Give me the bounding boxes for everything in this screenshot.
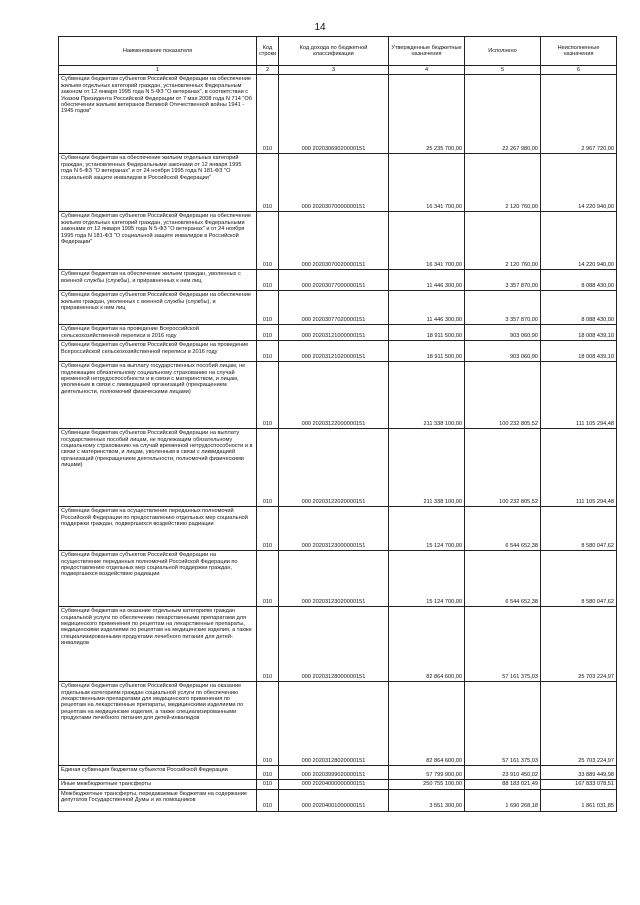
header-approved: Утвержденные бюджетные назначения	[389, 37, 465, 66]
row-unexecuted-cell: 25 703 224,97	[541, 607, 617, 682]
row-executed-cell: 903 060,90	[465, 341, 541, 362]
row-approved-cell: 11 446 300,00	[389, 291, 465, 325]
row-approved-cell: 16 341 700,00	[389, 154, 465, 212]
row-line-cell: 010	[257, 766, 279, 780]
row-approved-cell: 82 864 600,00	[389, 682, 465, 766]
table-row	[59, 551, 617, 607]
table-row	[59, 341, 617, 362]
row-unexecuted-cell: 14 220 940,00	[541, 212, 617, 270]
row-code-cell: 000 20203077000000151	[279, 270, 389, 291]
row-name-cell: Субвенции бюджетам субъектов Российской Федерации на обеспечение жильем граждан, уволенных с военной службы (службы), и приравненных к ним лиц	[59, 291, 257, 325]
row-approved-cell: 18 911 500,00	[389, 341, 465, 362]
row-unexecuted-cell: 2 967 720,00	[541, 75, 617, 154]
row-executed-cell: 57 161 375,03	[465, 607, 541, 682]
row-executed-cell: 3 357 870,00	[465, 291, 541, 325]
row-name-cell: Субвенции бюджетам субъектов Российской Федерации на обеспечение жильем отдельных категорий граждан, установленных Федеральным законом от 12 января 1995 года N 5-ФЗ "О ветеранах", в соответствии с Указом Президента Российской Федерации от 7 мая 2008 года N 714 "Об обеспечении жильем ветеранов Великой Отечественной войны 1941 - 1945 годов"	[59, 75, 257, 154]
col-number: 2	[257, 66, 279, 75]
row-approved-cell: 15 124 700,00	[389, 551, 465, 607]
header-row	[59, 37, 617, 66]
row-line-cell: 010	[257, 607, 279, 682]
row-executed-cell: 57 161 375,03	[465, 682, 541, 766]
row-approved-cell: 3 551 300,00	[389, 789, 465, 811]
table-row	[59, 291, 617, 325]
table-row	[59, 429, 617, 507]
row-executed-cell: 22 267 980,00	[465, 75, 541, 154]
row-line-cell: 010	[257, 75, 279, 154]
row-line-cell: 010	[257, 325, 279, 341]
table-row	[59, 780, 617, 789]
table-row	[59, 325, 617, 341]
row-unexecuted-cell: 8 088 430,00	[541, 291, 617, 325]
table-row	[59, 270, 617, 291]
col-number: 6	[541, 66, 617, 75]
row-code-cell: 000 20203128000000151	[279, 607, 389, 682]
row-approved-cell: 15 124 700,00	[389, 507, 465, 551]
table-row	[59, 212, 617, 270]
row-approved-cell: 82 864 600,00	[389, 607, 465, 682]
row-code-cell: 000 20203121000000151	[279, 325, 389, 341]
row-executed-cell: 23 910 450,02	[465, 766, 541, 780]
table-row	[59, 789, 617, 811]
row-approved-cell: 25 235 700,00	[389, 75, 465, 154]
row-name-cell: Единая субвенция бюджетам субъектов Российской Федерации	[59, 766, 257, 780]
row-name-cell: Субвенции бюджетам на обеспечение жильем отдельных категорий граждан, установленных Федеральными законами от 12 января 1995 года N 5-ФЗ "О ветеранах" и от 24 ноября 1995 года N 181-ФЗ "О социальной защите инвалидов в Российской Федерации"	[59, 154, 257, 212]
row-line-cell: 010	[257, 291, 279, 325]
header-code: Код дохода по бюджетной классификации	[279, 37, 389, 66]
row-executed-cell: 100 232 805,52	[465, 362, 541, 429]
row-unexecuted-cell: 18 008 439,10	[541, 341, 617, 362]
row-executed-cell: 3 357 870,00	[465, 270, 541, 291]
budget-report-table	[58, 36, 617, 812]
row-executed-cell: 2 120 760,00	[465, 212, 541, 270]
col-number: 5	[465, 66, 541, 75]
col-number: 3	[279, 66, 389, 75]
table-row	[59, 362, 617, 429]
row-code-cell: 000 20204001000000151	[279, 789, 389, 811]
row-executed-cell: 6 544 652,38	[465, 507, 541, 551]
row-code-cell: 000 20203122000000151	[279, 362, 389, 429]
row-unexecuted-cell: 25 703 224,97	[541, 682, 617, 766]
row-name-cell: Субвенции бюджетам субъектов Российской Федерации на проведение Всероссийской сельскохозяйственной переписи в 2016 году	[59, 341, 257, 362]
row-line-cell: 010	[257, 341, 279, 362]
row-unexecuted-cell: 8 088 430,00	[541, 270, 617, 291]
row-unexecuted-cell: 14 220 940,00	[541, 154, 617, 212]
row-code-cell: 000 20204000000000151	[279, 780, 389, 789]
row-line-cell: 010	[257, 780, 279, 789]
row-code-cell: 000 20203999020000151	[279, 766, 389, 780]
row-approved-cell: 11 446 300,00	[389, 270, 465, 291]
header-name: Наименование показателя	[59, 37, 257, 66]
row-unexecuted-cell: 8 580 047,62	[541, 551, 617, 607]
row-approved-cell: 18 911 500,00	[389, 325, 465, 341]
col-number: 1	[59, 66, 257, 75]
row-line-cell: 010	[257, 362, 279, 429]
row-line-cell: 010	[257, 270, 279, 291]
row-name-cell: Субвенции бюджетам на проведение Всероссийской сельскохозяйственной переписи в 2016 году	[59, 325, 257, 341]
row-unexecuted-cell: 167 833 078,51	[541, 780, 617, 789]
row-line-cell: 010	[257, 507, 279, 551]
row-executed-cell: 6 544 652,38	[465, 551, 541, 607]
row-name-cell: Субвенции бюджетам субъектов Российской Федерации на осуществление переданных полномочий Российской Федерации по предоставлению отдельных мер социальной поддержки граждан, подвергшихся воздействию радиации	[59, 551, 257, 607]
col-number: 4	[389, 66, 465, 75]
row-code-cell: 000 20203070020000151	[279, 212, 389, 270]
row-name-cell: Субвенции бюджетам субъектов Российской Федерации на выплату государственных пособий лицам, не подлежащим обязательному социальному страхованию на случай временной нетрудоспособности и в связи с материнством, и лицам, уволенным в связи с ликвидацией организаций (прекращением деятельности, полномочий физическими лицами)	[59, 429, 257, 507]
table-row	[59, 607, 617, 682]
column-number-row	[59, 66, 617, 75]
row-code-cell: 000 20203077020000151	[279, 291, 389, 325]
row-name-cell: Субвенции бюджетам субъектов Российской Федерации на оказание отдельным категориям граждан социальной услуги по обеспечению лекарственными препаратами для медицинского применения по рецептам на лекарственные препараты, медицинскими изделиями по рецептам на медицинские изделия, а также специализированными продуктами лечебного питания для детей-инвалидов	[59, 682, 257, 766]
row-unexecuted-cell: 33 889 449,98	[541, 766, 617, 780]
row-name-cell: Субвенции бюджетам на обеспечение жильем граждан, уволенных с военной службы (службы), и приравненных к ним лиц	[59, 270, 257, 291]
row-name-cell: Субвенции бюджетам на оказание отдельным категориям граждан социальной услуги по обеспечению лекарственными препаратами для медицинского применения по рецептам на лекарственные препараты, медицинскими изделиями по рецептам на медицинские изделия, а также специализированными продуктами лечебного питания для детей-инвалидов	[59, 607, 257, 682]
row-line-cell: 010	[257, 212, 279, 270]
row-approved-cell: 211 338 100,00	[389, 362, 465, 429]
row-code-cell: 000 20203123000000151	[279, 507, 389, 551]
row-code-cell: 000 20203069020000151	[279, 75, 389, 154]
row-code-cell: 000 20203123020000151	[279, 551, 389, 607]
row-executed-cell: 903 060,90	[465, 325, 541, 341]
header-executed: Исполнено	[465, 37, 541, 66]
header-unexecuted: Неисполненные назначения	[541, 37, 617, 66]
row-approved-cell: 16 341 700,00	[389, 212, 465, 270]
table-row	[59, 766, 617, 780]
row-unexecuted-cell: 111 105 294,48	[541, 429, 617, 507]
row-line-cell: 010	[257, 154, 279, 212]
row-executed-cell: 2 120 760,00	[465, 154, 541, 212]
table-row	[59, 75, 617, 154]
row-name-cell: Субвенции бюджетам на осуществление переданных полномочий Российской Федерации по предоставлению отдельных мер социальной поддержки граждан, подвергшихся воздействию радиации	[59, 507, 257, 551]
row-unexecuted-cell: 111 105 294,48	[541, 362, 617, 429]
row-name-cell: Межбюджетные трансферты, передаваемые бюджетам на содержание депутатов Государственной Думы и их помощников	[59, 789, 257, 811]
table-row	[59, 507, 617, 551]
row-line-cell: 010	[257, 682, 279, 766]
table-body	[59, 75, 617, 811]
row-line-cell: 010	[257, 429, 279, 507]
row-executed-cell: 88 183 021,49	[465, 780, 541, 789]
row-line-cell: 010	[257, 789, 279, 811]
table-row	[59, 682, 617, 766]
row-unexecuted-cell: 18 008 439,10	[541, 325, 617, 341]
row-name-cell: Субвенции бюджетам субъектов Российской Федерации на обеспечение жильем отдельных категорий граждан, установленных Федеральными законами от 12 января 1995 года N 5-ФЗ "О ветеранах" и от 24 ноября 1995 года N 181-ФЗ "О социальной защите инвалидов в Российской Федерации"	[59, 212, 257, 270]
row-name-cell: Субвенции бюджетам на выплату государственных пособий лицам, не подлежащим обязательному социальному страхованию на случай временной нетрудоспособности и в связи с материнством, и лицам, уволенным в связи с ликвидацией организаций (прекращением деятельности, полномочий физическими лицами)	[59, 362, 257, 429]
row-executed-cell: 1 690 268,18	[465, 789, 541, 811]
row-code-cell: 000 20203122020000151	[279, 429, 389, 507]
row-executed-cell: 100 232 805,52	[465, 429, 541, 507]
row-approved-cell: 211 338 100,00	[389, 429, 465, 507]
row-approved-cell: 57 799 900,00	[389, 766, 465, 780]
page-number: 14	[314, 22, 326, 33]
header-line: Код строки	[257, 37, 279, 66]
row-code-cell: 000 20203128020000151	[279, 682, 389, 766]
table-row	[59, 154, 617, 212]
row-code-cell: 000 20203121020000151	[279, 341, 389, 362]
row-unexecuted-cell: 1 861 031,85	[541, 789, 617, 811]
row-approved-cell: 250 755 100,00	[389, 780, 465, 789]
row-name-cell: Иные межбюджетные трансферты	[59, 780, 257, 789]
row-code-cell: 000 20203070000000151	[279, 154, 389, 212]
row-unexecuted-cell: 8 580 047,62	[541, 507, 617, 551]
row-line-cell: 010	[257, 551, 279, 607]
